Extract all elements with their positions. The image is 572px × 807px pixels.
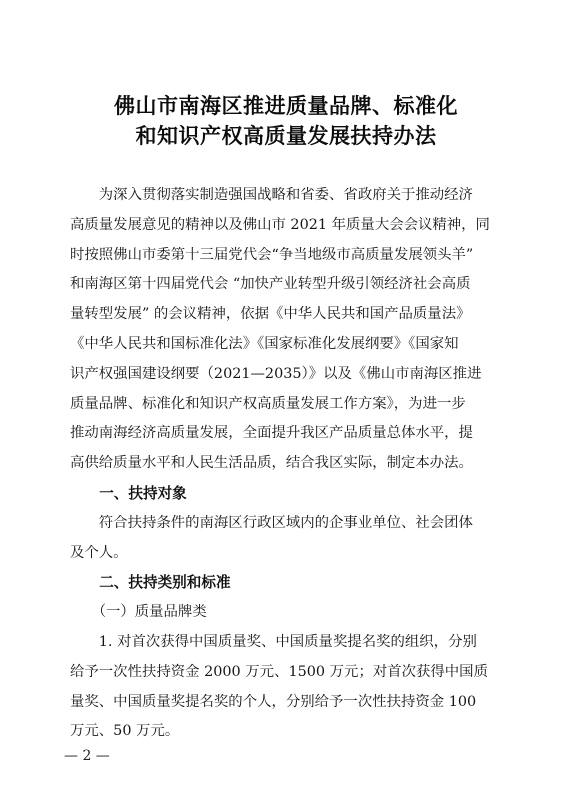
intro-line: 识产权强国建设纲要（2021—2035）》以及《佛山市南海区推进 <box>70 365 482 382</box>
intro-line: 《中华人民共和国标准化法》《国家标准化发展纲要》《国家知 <box>70 336 459 352</box>
section1-line: 符合扶持条件的南海区行政区域内的企事业单位、社会团体 <box>70 514 473 531</box>
intro-line: 高供给质量水平和人民生活品质，结合我区实际，制定本办法。 <box>70 455 473 472</box>
intro-line: 和南海区第十四届党代会 “加快产业转型升级引领经济社会高质 <box>70 276 471 293</box>
intro-line: 量转型发展” 的会议精神，依据《中华人民共和国产品质量法》 <box>70 306 471 323</box>
section1-line: 及个人。 <box>70 544 128 561</box>
document-title-line-2: 和知识产权高质量发展扶持办法 <box>135 123 437 148</box>
item1-line: 量奖、中国质量奖提名奖的个人，分别给予一次性扶持资金 100 <box>70 693 477 710</box>
item1-line: 给予一次性扶持资金 2000 万元、1500 万元；对首次获得中国质 <box>70 663 488 680</box>
item1-line: 万元、50 万元。 <box>70 723 180 740</box>
document-title-line-1: 佛山市南海区推进质量品牌、标准化 <box>114 93 458 118</box>
intro-line: 高质量发展意见的精神以及佛山市 2021 年质量大会会议精神，同 <box>70 216 490 233</box>
subsection-heading-quality-brand: （一）质量品牌类 <box>70 604 207 621</box>
section-heading-support-targets: 一、扶持对象 <box>70 485 187 502</box>
intro-line: 为深入贯彻落实制造强国战略和省委、省政府关于推动经济 <box>70 187 473 203</box>
page-number: — 2 — <box>64 748 110 764</box>
intro-line: 时按照佛山市委第十三届党代会“争当地级市高质量发展领头羊” <box>70 246 474 263</box>
item1-line: 1. 对首次获得中国质量奖、中国质量奖提名奖的组织，分别 <box>70 634 477 650</box>
intro-line: 推动南海经济高质量发展，全面提升我区产品质量总体水平，提 <box>70 425 473 442</box>
intro-line: 质量品牌、标准化和知识产权高质量发展工作方案》，为进一步 <box>70 395 466 412</box>
section-heading-support-categories: 二、扶持类别和标准 <box>70 574 231 592</box>
